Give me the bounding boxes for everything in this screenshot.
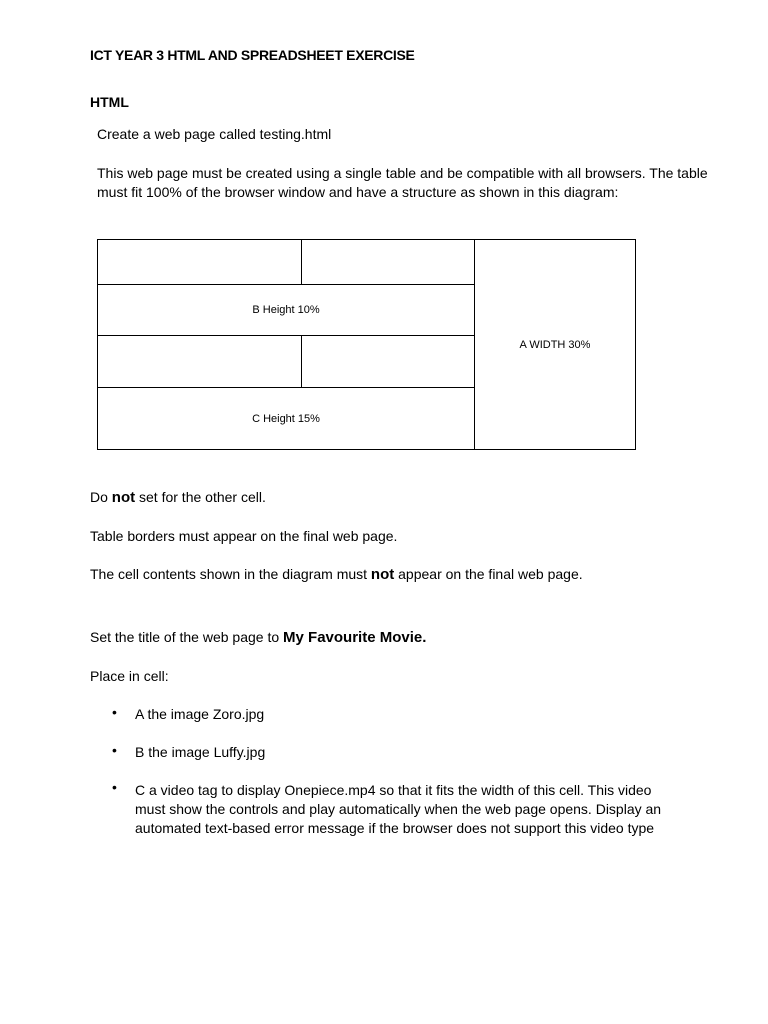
table-structure-diagram	[97, 239, 636, 450]
diagram-row-line-3	[98, 387, 475, 388]
rule-1-before: Do	[90, 489, 112, 505]
document-title: ICT YEAR 3 HTML AND SPREADSHEET EXERCISE	[90, 47, 415, 63]
diagram-divider-a	[474, 240, 475, 449]
rule-3-after: appear on the final web page.	[394, 566, 583, 582]
intro-paragraph-1: Create a web page called testing.html	[97, 126, 332, 142]
diagram-row-line-2	[98, 335, 475, 336]
rule-1-after: set for the other cell.	[135, 489, 266, 505]
diagram-label-c: C Height 15%	[252, 413, 320, 425]
diagram-label-b: B Height 10%	[252, 304, 320, 316]
rule-table-borders: Table borders must appear on the final web page.	[90, 528, 398, 544]
rule-4-before: Set the title of the web page to	[90, 629, 284, 645]
diagram-row-line-1	[98, 284, 475, 285]
section-heading: HTML	[90, 94, 129, 110]
bullet-dot: •	[112, 779, 117, 795]
bullet-dot: •	[112, 742, 117, 758]
list-item: A the image Zoro.jpg	[135, 706, 265, 722]
diagram-split-top	[301, 240, 302, 285]
diagram-split-middle	[301, 335, 302, 388]
rule-4-emphasis: My Favourite Movie.	[283, 629, 427, 646]
list-item: B the image Luffy.jpg	[135, 744, 266, 760]
rule-3-before: The cell contents shown in the diagram must	[90, 566, 371, 582]
place-in-cell-label: Place in cell:	[90, 668, 169, 684]
rule-cell-contents	[90, 566, 583, 583]
rule-do-not-set	[90, 489, 266, 506]
intro-paragraph-2: This web page must be created using a single table and be compatible with all browsers. The table must fit 100% of the browser window and have a structure as shown in this diagram:	[97, 165, 708, 200]
rule-page-title	[90, 629, 426, 646]
list-item: C a video tag to display Onepiece.mp4 so that it fits the width of this cell. This video must show the controls and play automatically when the web page opens. Display an automated text-based error message if the browser does not support this video type	[135, 782, 662, 836]
rule-3-emphasis: not	[370, 566, 395, 583]
diagram-label-a: A WIDTH 30%	[519, 339, 591, 351]
rule-1-emphasis: not	[111, 489, 136, 506]
bullet-dot: •	[112, 704, 117, 720]
